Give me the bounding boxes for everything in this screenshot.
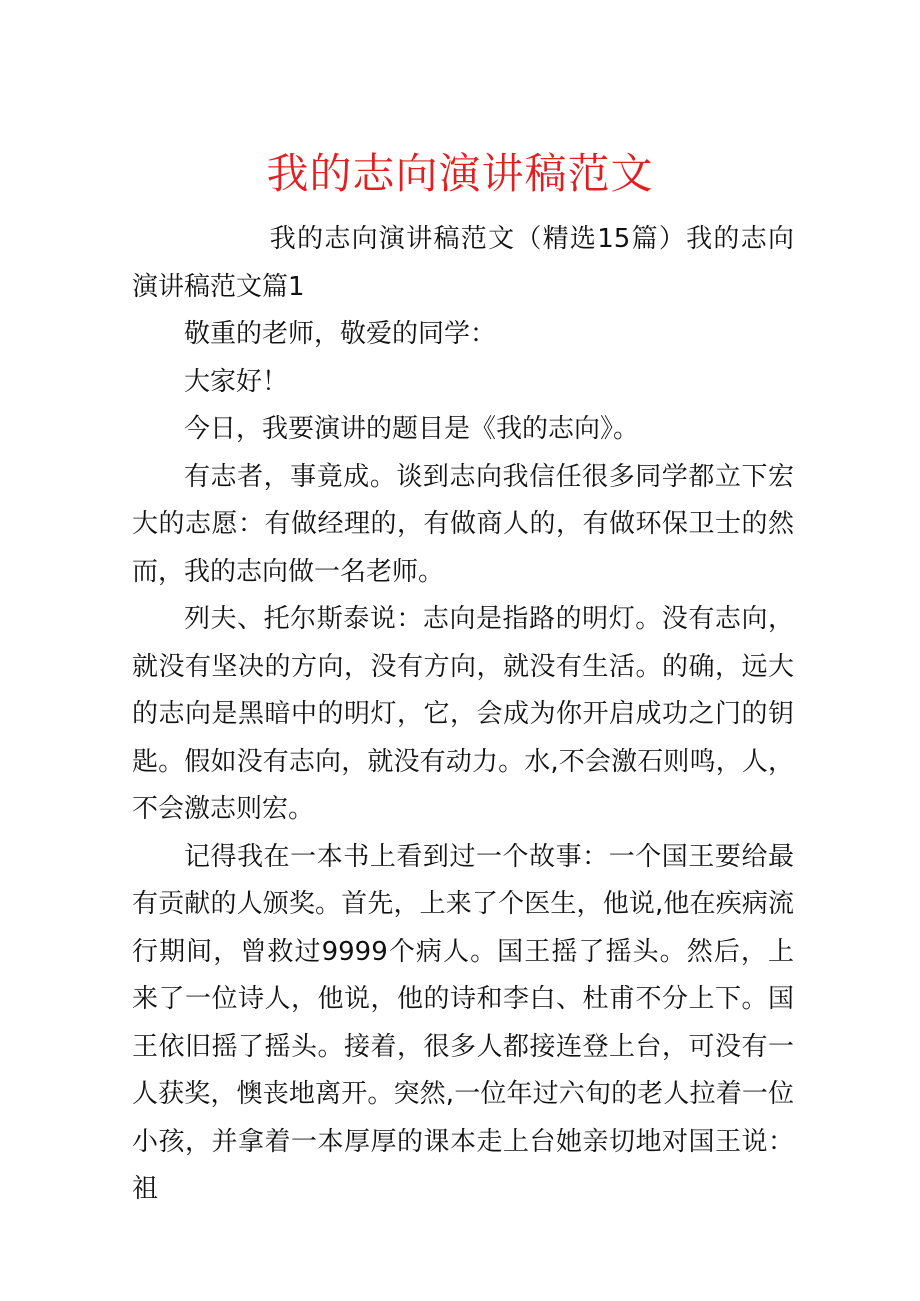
topic-paragraph: 今日，我要演讲的题目是《我的志向》。 [184,414,640,444]
intro-paragraph: 我的志向演讲稿范文（精选15篇）我的志向演讲稿范文篇1 [132,224,794,302]
body-paragraph: 有志者，事竟成。谈到志向我信任很多同学都立下宏大的志愿：有做经理的，有做商人的，有做环保卫士的然而，我的志向做一名老师。 [132,461,794,587]
document-body [132,216,794,1214]
body-paragraph: 列夫、托尔斯泰说：志向是指路的明灯。没有志向，就没有坚决的方向，没有方向，就没有生活。的确，远大的志向是黑暗中的明灯，它，会成为你开启成功之门的钥匙。假如没有志向，就没有动力。水,不会激石则鸣，人，不会激志则宏。 [132,604,794,824]
salutation-paragraph: 敬重的老师，敬爱的同学： [184,319,497,349]
greeting-paragraph: 大家好！ [184,366,289,397]
body-paragraph: 记得我在一本书上看到过一个故事：一个国王要给最有贡献的人颁奖。首先，上来了个医生，他说,他在疾病流行期间，曾救过9999个病人。国王摇了摇头。然后，上来了一位诗人，他说，他的诗和李白、杜甫不分上下。国王依旧摇了摇头。接着，很多人都接连登上台，可没有一人获奖，懊丧地离开。突然,一位年过六旬的老人拉着一位小孩，并拿着一本厚厚的课本走上台她亲切地对国王说：祖 [132,841,794,1204]
document-title: 我的志向演讲稿范文 [266,149,654,198]
